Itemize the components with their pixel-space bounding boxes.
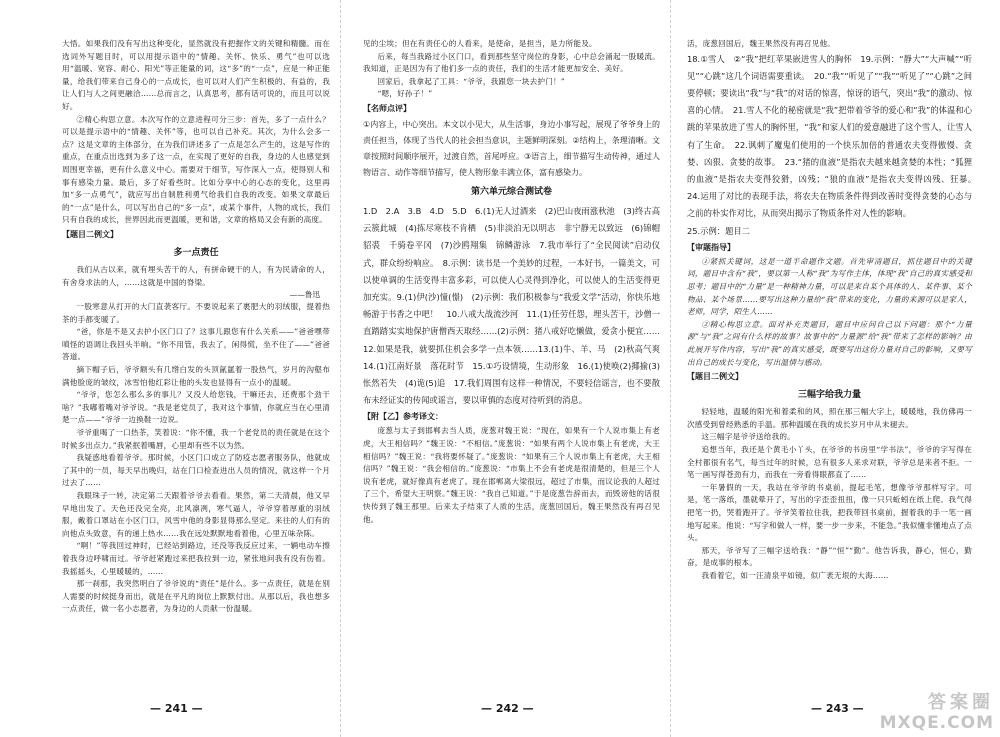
paragraph: 后来，每当我路过小区门口，看到那些坚守岗位的身影，心中总会涌起一股暖流。我知道，正是因为有了他们多一点的责任，我们的生活才能更加安全、美好。 bbox=[363, 51, 660, 74]
page-number: — 242 — bbox=[481, 702, 534, 715]
epigraph-author: ——鲁迅 bbox=[289, 290, 320, 300]
page-242 bbox=[340, 0, 670, 737]
paragraph: 我眼珠子一转，决定第二天跟着爷爷去看看。果然，第二天清晨，他又早早地出发了。天色还没完全亮，北风凛冽，寒气逼人，爷爷穿着厚重的羽绒服，戴着口罩站在小区门口，风雪中他的身影显得那么坚定。来往的人们有的向他点头致意，有的递上热水……我在远处默默地看着他，心里五味杂陈。 bbox=[62, 491, 330, 538]
test-title: 第六单元综合测试卷 bbox=[470, 186, 552, 197]
epigraph: 我们从古以来，就有埋头苦干的人，有拼命硬干的人，有为民请命的人，有舍身求法的人，……这就是中国的脊梁。 bbox=[62, 264, 330, 287]
guidance-paragraph: ②精心构思立意。面对补充类题目，题目中应问自己以下问题：那个“力量源”与“我”之间有什么样的故事？故事中的“力量源”给“我”带来了怎样的影响？由此展开写作内容，写出“我”的真实感受，既要写出这份力量对自己的影响，又要写出自己的成长与变化，写出温情与感动。 bbox=[687, 319, 972, 367]
paragraph: ②精心构思立意。本次写作的立意进程可分三步：首先，多了一点什么？可以是提示语中的“情趣、关怀”等，也可以自己补充。其次，为什么会多一点？这是文章的主体部分，在为我们讲述多了一点是怎么产生的，这是写作的重点，在重点出选到为多了这一点，在实现了更好的自我，身边的人也感觉到周围更幸福，更有什么意义中心。需要对于细节，写作深入一点，使得别人和事有感染力量。最后，多了好看些时。比如分享中心的心态的变化，这里再加“多一点勇气”，就应写出自制胜利勇气给我们自我的改变。如果文章最后的“一点”是什么，可以写出自己的“多一点”，或某个事件，人物的成长，我们只有自我的成长，世界因此而更温暖，更和谐，文章的格局又会有新的高度。 bbox=[62, 114, 330, 225]
paragraph: 那一刹那，我突然明白了爷爷说的“责任”是什么。多一点责任，就是在别人需要的时候挺身而出，就是在平凡的岗位上默默付出。从那以后，我也想多一点责任，做一名小志愿者，为身边的人贡献一份温暖。 bbox=[62, 579, 330, 614]
paragraph: 回家后，我拿起了工具：“爷爷，我跟您一块去护门！” bbox=[377, 76, 565, 86]
paragraph: “嗯，好孙子！” bbox=[377, 89, 433, 99]
paragraph: 一股寒意从打开的大门直袭客厅。不要说起来了裹肥大的羽绒服，提着热茶的手都变暖了。 bbox=[62, 302, 330, 324]
page-243 bbox=[670, 0, 1000, 737]
paragraph: 活，庞葱回国后，魏王果然没有再召见他。 bbox=[687, 39, 836, 48]
paragraph: 轻轻地，温暖的阳光和着柔和的风，照在那三幅大字上，暖暖地，我仿佛再一次感受到曾经熟悉的手温。那种温暖在我的成长岁月中从未褪去。 bbox=[687, 407, 972, 429]
paragraph: 那天，爷爷写了三幅字送给我：“静”“恒”“勤”。他告诉我，静心，恒心，勤奋，是成事的根本。 bbox=[687, 545, 972, 568]
page-number: — 243 — bbox=[811, 702, 864, 715]
section-heading: 【审题指导】 bbox=[687, 242, 735, 252]
paragraph: 我看着它，如一汪清泉平如镜，似广袤无垠的大海…… bbox=[701, 570, 889, 580]
paragraph: “爸，你是不是又去护小区门口了？这事儿跟您有什么关系——”爸爸嘿带嗔怪的语调让我回头半晌。“你不用管，我去了，闲得慌，坐不住了——”爸爸答道。 bbox=[62, 327, 330, 362]
page-number: — 241 — bbox=[150, 702, 203, 715]
paragraph: 我疑惑地看着爷爷。那时候，小区门口成立了防疫志愿者服务队，他就成了其中的一员，每天早出晚归，站在门口检查进出人员的情况，就这样一个月过去了…… bbox=[62, 453, 330, 488]
essay-title: 多一点责任 bbox=[173, 247, 219, 258]
teacher-comment: ①内容上，中心突出。本文以小见大，从生活事，身边小事写起，展现了爷爷身上的责任担当，体现了当代人的社会担当意识，主题鲜明深刻。②结构上，条理清晰。文章按照时间顺序展开，过渡自然，首尾呼应。③语言上，细节描写生动传神，通过人物语言、动作等细节描写，使人物形象丰满立体，富有感染力。 bbox=[363, 119, 660, 177]
answer-key: 1.D 2.A 3.B 4.D 5.D 6.(1)无人过酒来 (2)巴山夜雨涨秋池 (3)终古高云簇此城 (4)拣尽寒枝不肯栖 (5)非淡泊无以明志 非宁静无以致远 (6)锦帽貂裘 千骑卷平冈 (7)沙鸥翔集 锦鳞游泳 7.我市举行了“全民阅读”启动仪式，群众纷纷响应。 8.示例：读书是一个美妙的过程，一本好书，一篇美文，可以使单调的生活变得丰富多彩，可以使人心灵得到净化，可以使人的生活变得更加充实。9.(1)伊(沙)憧(憬) (2)示例：我们积极参与“我爱文学”活动，你快乐地畅游于书香之中吧！ 10.八戒大战流沙河 11.(1)任劳任怨，埋头苦干，沙僧一直踏踏实实地保护唐僧西天取经……(2)示例：猪八戒好吃懒做，爱贪小便宜……12.如果是我，就要抓住机会多学一点本领……13.(1)牛、羊、马 (2)秋高气爽 14.(1)江南好景 落花时节 15.①巧设情境，生动形象 16.(1)使唤(2)揶揄(3)怅然若失 (4)诡(5)追 17.我们周围有这样一种情况，不要轻信谣言，也不要散布未经证实的传闻或谣言，要以审慎的态度对待听到的消息。 bbox=[363, 205, 669, 406]
guidance-paragraph: ①紧抓关键词，这是一道半命题作文题。首先审清题目，抓住题目中的关键词，题目中含有“我”，要以第一人称“我”为写作主体，体现“我”自己的真实感受和思考；题目中的“力量”是一种精神力量，可以是来自某个具体的人、某件事、某个物品、某个场景……要写出这种力量给“我”带来的变化，力量的来源可以是家人，老师，同学，陌生人…… bbox=[687, 256, 972, 317]
section-heading: 【附【乙】参考译文： bbox=[363, 412, 443, 422]
reference-translation: 庞葱与太子到邯郸去当人质，庞葱对魏王说：“现在，如果有一个人说市集上有老虎，大王相信吗？”魏王说：“不相信。”庞葱说：“如果有两个人说市集上有老虎，大王相信吗？”魏王说：“我将要怀疑了。”庞葱说：“如果有三个人说市集上有老虎，大王相信吗？”魏王说：“我会相信的。”庞葱说：“市集上不会有老虎是很清楚的，但是三个人说有老虎，就好像真有老虎了。现在邯郸离大梁很远，超过了市集，而议论我的人超过了三个，希望大王明察。”魏王说：“我自己知道。”于是庞葱告辞而去，而毁谤他的话很快传到了魏王那里。后来太子结束了人质的生活，庞葱回国后，魏王果然没有再召见他。 bbox=[363, 426, 660, 524]
essay-title: 三幅字给我力量 bbox=[797, 390, 861, 401]
paragraph: “啊！”等我回过神时，已经站到路边，还没等我反应过来，一辆电动车擦着我身边呼啸而过。爷爷赶紧跑过来把我拉到一边，紧张地问我有没有伤着。我摇摇头，心里暖暖的，…… bbox=[62, 541, 330, 576]
watermark-logo: 答案圈 MXQE.COM bbox=[879, 692, 994, 733]
paragraph: 这三幅字是爷爷送给我的。 bbox=[701, 432, 795, 442]
paragraph: 爷爷重喝了一口热茶，笑着说：“你不懂，我一个老党员的责任就是在这个时候多出点力。”我紧抿着嘴唇，心里却有些不以为然。 bbox=[62, 428, 330, 450]
page-241 bbox=[0, 0, 340, 737]
paragraph: 见的尘埃；但在有责任心的人看来，是使命，是担当，是力所能及。 bbox=[363, 39, 597, 48]
paragraph: 追想当年，我还是个黄毛小丫头，在爷爷的书房里“学书法”，爷爷的字写得在全村都很有名气，每当过年的时候，总有很多人来求对联，爷爷总是来者不拒。一笔一画写得苍劲有力，而我在一旁看得眼都直了…… bbox=[687, 444, 972, 480]
paragraph: “爷爷，您怎么那么多的事儿？又没人给您钱，干嘛还去，还费那个劲干啥？”我嘟着嘴对爷爷说。“我是老党员了，我对这个事情，你就应当在心里清楚一点——”爷爷一边换鞋一边说。 bbox=[62, 390, 330, 425]
paragraph: 大悟。如果我们没有写出这种变化，显然就没有把握作文的关键和精髓。而在选词外写题目时，可以用提示语中的“情趣、关怀、快乐、勇气”也可以选用“温暖、宽容、耐心、阳光”等正能量的词，这“多”的“一点”，应是一种正能量，给我们带来自己身心的一点成长，也可以对人们产生积极的、有益的，我让人们与人之间更融洽……总而言之，认真思考，都有话可说的，而且可以说好。 bbox=[62, 39, 330, 111]
answer-key: 18.①雪人 ②“我”把红苹果嵌进雪人的胸怀 19.示例：“静大”“大声喊”“听见”“心跳”这几个词语需要重读。 20.“我”“听见了”“我”“听见了”“心跳”之间要停顿；要读出“我”与“我”的对话的惊喜，惊讶的语气，突出“我”的激动、惊喜的心情。 21.雪人不化的秘密就是“我”把带着爷爷的爱心和“我”的体温和心跳的苹果放进了雪人的胸怀里，“我”和家人们的爱意融进了这个雪人，让雪人有了生命。 22.讽刺了魔鬼们使用的一个快乐加倍的普通农夫变得傲慢、贪婪、凶狠、贪婪的故事。 23.“猪的血液”是指农夫越来越贪婪的本性；“狐狸的血液”是指农夫变得狡猾，凶残；“狼的血液”是指农夫变得凶残、狂暴。 24.运用了对比的表现手法，将农夫在物质条件得到改善时变得贪婪的心态与之前的朴实作对比，从而突出揭示了物质条件对人性的影响。 bbox=[687, 53, 981, 219]
section-heading: 【题目二例文】 bbox=[62, 229, 118, 239]
section-heading: 【题目二例文】 bbox=[687, 372, 743, 382]
paragraph: 一年暑假的一天，我站在爷爷的书桌前，提起毛笔，想像爷爷那样写字。可是，笔一落纸，墨就晕开了，写出的字歪歪扭扭，像一只只蚯蚓在纸上爬。我气得把笔一扔，哭着跑开了。爷爷笑着拉住我，把我带回书桌前，握着我的手一笔一画地写起来。他说：“写字和做人一样，要一步一步来，不能急。”我似懂非懂地点了点头。 bbox=[687, 482, 972, 543]
section-heading: 【名师点评】 bbox=[363, 103, 411, 113]
paragraph: 摘下帽子后，爷爷额头有几绺白发的头顶氤氲着一股热气，岁月的沟壑布满他脸庞的皱纹，冰雪怕他红彩让他的头发也显得有一点小的温暖。 bbox=[62, 365, 330, 387]
answer-key: 25.示例：题目二 bbox=[687, 225, 750, 236]
